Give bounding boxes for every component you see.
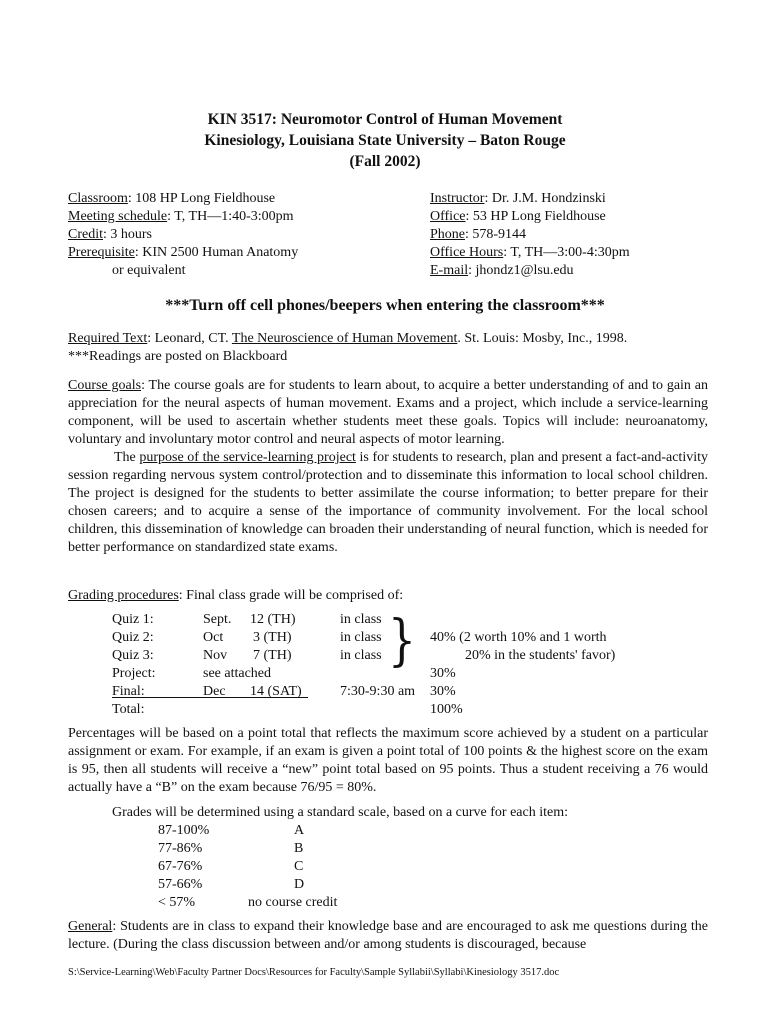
grading-day: 3 (TH)	[253, 630, 292, 645]
prereq-value: : KIN 2500 Human Anatomy	[134, 245, 299, 260]
prereq-line	[68, 244, 298, 262]
readings-note: ***Readings are posted on Blackboard	[68, 349, 288, 364]
scale-grade: A	[294, 823, 305, 838]
scale-range: 67-76%	[158, 859, 203, 874]
general-text: : Students are in class to expand their knowledge base and are encouraged to ask me questions during the lecture. (During the class discussion between and/or among students is discouraged, because	[68, 919, 708, 952]
grading-percent: 20% in the students' favor)	[465, 648, 616, 663]
general-paragraph	[68, 918, 708, 954]
grading-label: Grading procedures	[68, 588, 179, 603]
instructor-info	[430, 190, 630, 280]
instructor-line	[430, 190, 630, 208]
service-learning-purpose	[68, 449, 708, 557]
quiz-brace: }	[388, 609, 416, 673]
course-info	[68, 190, 298, 280]
grading-percent: 100%	[430, 702, 463, 717]
term-line: (Fall 2002)	[349, 153, 421, 170]
grading-where: 7:30-9:30 am	[340, 684, 416, 699]
scale-grade: no course credit	[248, 895, 338, 910]
phone-value: : 578-9144	[465, 227, 527, 242]
grading-where: in class	[340, 648, 382, 663]
office-label: Office	[430, 209, 466, 224]
grading-day: 7 (TH)	[253, 648, 292, 663]
prereq-label: Prerequisite	[68, 245, 135, 260]
course-goals-text: : The course goals are for students to learn about, to acquire a better understanding of and to gain an appreciation for the neural aspects of human movement. Exams and a project, which include a service-learning component, will be used to ascertain whether students meet these goals. Topics will include: neuroanatomy, voluntary and involuntary motor control and neural aspects of motor learning.	[68, 378, 708, 447]
percentages-paragraph: Percentages will be based on a point total that reflects the maximum score achieved by a student on a particular assignment or exam. For example, if an exam is given a point total of 100 points & the highest score on the exam is 95, then all students will receive a “new” point total based on 95 points. Thus a student receiving a 76 would actually have a “B” on the exam because 76/95 = 80%.	[68, 726, 708, 795]
instructor-label: Instructor	[430, 191, 485, 206]
grading-item: Final:	[112, 684, 145, 699]
required-text	[68, 330, 708, 348]
office-hours-label: Office Hours	[430, 245, 504, 260]
email-line	[430, 262, 630, 280]
file-path-footer: S:\Service-Learning\Web\Faculty Partner Docs\Resources for Faculty\Sample Syllabii\Syllabi\Kinesiology 3517.doc	[68, 967, 560, 978]
total-rule	[112, 697, 308, 698]
grading-day: 12 (TH)	[250, 612, 296, 627]
phone-label: Phone	[430, 227, 465, 242]
scale-grade: C	[294, 859, 304, 874]
grading-intro	[68, 587, 708, 605]
office-line	[430, 208, 630, 226]
schedule-value: : T, TH—1:40-3:00pm	[167, 209, 294, 224]
phone-line	[430, 226, 630, 244]
required-text-author: : Leonard, CT.	[147, 331, 232, 346]
scale-grade: D	[294, 877, 305, 892]
credit-line	[68, 226, 298, 244]
scale-range: < 57%	[158, 895, 196, 910]
grading-day: 14 (SAT)	[250, 684, 302, 699]
grading-item: Total:	[112, 702, 145, 717]
grading-month: Oct	[203, 630, 224, 645]
scale-range: 77-86%	[158, 841, 203, 856]
grading-where: in class	[340, 630, 382, 645]
required-text-book: The Neuroscience of Human Movement	[231, 331, 458, 346]
scale-range: 57-66%	[158, 877, 203, 892]
required-text-label: Required Text	[68, 331, 148, 346]
schedule-label: Meeting schedule	[68, 209, 168, 224]
prereq-continuation: or equivalent	[112, 263, 186, 278]
grading-item: Quiz 2:	[112, 630, 154, 645]
grading-item: Quiz 3:	[112, 648, 154, 663]
grading-month: Dec	[203, 684, 226, 699]
grading-item: Project:	[112, 666, 156, 681]
general-label: General	[68, 919, 113, 934]
grading-percent: 30%	[430, 666, 456, 681]
course-goals-label: Course goals	[68, 378, 142, 393]
scale-range: 87-100%	[158, 823, 210, 838]
grading-item: Quiz 1:	[112, 612, 154, 627]
grading-month: Nov	[203, 648, 228, 663]
credit-label: Credit	[68, 227, 103, 242]
grading-percent: 30%	[430, 684, 456, 699]
course-goals	[68, 377, 708, 449]
credit-value: : 3 hours	[103, 227, 152, 242]
required-text-publisher: . St. Louis: Mosby, Inc., 1998.	[457, 331, 628, 346]
classroom-label: Classroom	[68, 191, 128, 206]
classroom-line	[68, 190, 298, 208]
grading-month: see attached	[203, 666, 272, 681]
grading-month: Sept.	[203, 612, 232, 627]
department-line: Kinesiology, Louisiana State University – Baton Rouge	[204, 132, 566, 149]
schedule-line	[68, 208, 298, 226]
phone-warning: ***Turn off cell phones/beepers when entering the classroom***	[165, 297, 605, 314]
office-hours-line	[430, 244, 630, 262]
office-value: : 53 HP Long Fieldhouse	[465, 209, 606, 224]
grading-where: in class	[340, 612, 382, 627]
instructor-value: : Dr. J.M. Hondzinski	[484, 191, 606, 206]
email-value[interactable]: : jhondz1@lsu.edu	[468, 263, 574, 278]
office-hours-value: : T, TH—3:00-4:30pm	[503, 245, 630, 260]
classroom-value: : 108 HP Long Fieldhouse	[127, 191, 276, 206]
grading-percent: 40% (2 worth 10% and 1 worth	[430, 630, 607, 645]
purpose-lead: The	[114, 450, 140, 465]
email-label: E-mail	[430, 263, 469, 278]
purpose-label: purpose of the service-learning project	[139, 450, 356, 465]
scale-grade: B	[294, 841, 304, 856]
purpose-text: is for students to research, plan and present a fact-and-activity session regarding nervous system control/protection and to disseminate this information to local school children. The project is designed for the students to better assimilate the course information; to better prepare for their chosen careers; and to acquire a sense of the importance of community involvement. For the local school children, this dissemination of knowledge can broaden their understanding of neural function, which is needed for better performance on standardized state exams.	[68, 450, 708, 555]
scale-intro: Grades will be determined using a standard scale, based on a curve for each item:	[112, 805, 568, 820]
grading-intro-text: : Final class grade will be comprised of:	[178, 588, 404, 603]
course-title: KIN 3517: Neuromotor Control of Human Movement	[207, 111, 563, 128]
